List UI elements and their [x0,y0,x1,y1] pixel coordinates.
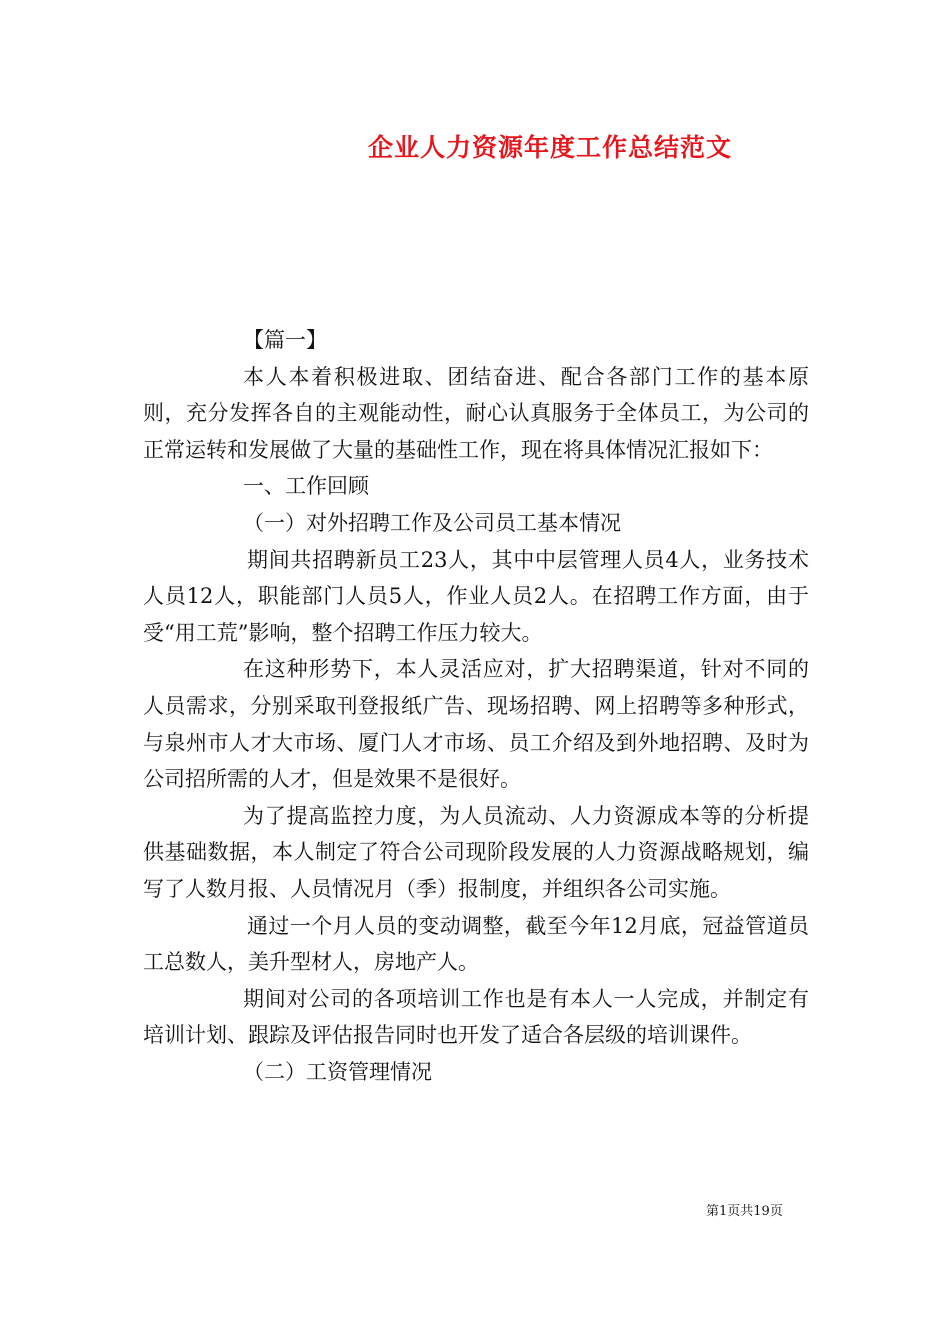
document-title: 企业人力资源年度工作总结范文 [367,133,732,162]
body-paragraph: 通过一个月人员的变动调整，截至今年12月底，冠益管道员工总数人，美升型材人，房地产人。 [143,913,809,975]
body-paragraph: 本人本着积极进取、团结奋进、配合各部门工作的基本原则，充分发挥各自的主观能动性，耐心认真服务于全体员工，为公司的正常运转和发展做了大量的基础性工作，现在将具体情况汇报如下： [143,364,809,462]
subsection-heading: （二）工资管理情况 [243,1059,432,1084]
body-paragraph: 期间对公司的各项培训工作也是有本人一人完成，并制定有培训计划、跟踪及评估报告同时也开发了适合各层级的培训课件。 [143,986,809,1048]
subsection-heading: （一）对外招聘工作及公司员工基本情况 [243,510,621,535]
body-paragraph: 期间共招聘新员工23人，其中中层管理人员4人，业务技术人员12人，职能部门人员5人，作业人员2人。在招聘工作方面，由于受“用工荒”影响，整个招聘工作压力较大。 [143,547,809,645]
page-number: 第1页共19页 [706,1204,783,1219]
section-label: 【篇一】 [243,328,327,352]
body-paragraph: 在这种形势下，本人灵活应对，扩大招聘渠道，针对不同的人员需求，分别采取刊登报纸广告、现场招聘、网上招聘等多种形式，与泉州市人才大市场、厦门人才市场、员工介绍及到外地招聘、及时为公司招所需的人才，但是效果不是很好。 [143,657,809,792]
section-heading: 一、工作回顾 [243,474,369,499]
document-body [143,322,809,1090]
body-paragraph: 为了提高监控力度，为人员流动、人力资源成本等的分析提供基础数据，本人制定了符合公司现阶段发展的人力资源战略规划，编写了人数月报、人员情况月（季）报制度，并组织各公司实施。 [143,803,809,901]
